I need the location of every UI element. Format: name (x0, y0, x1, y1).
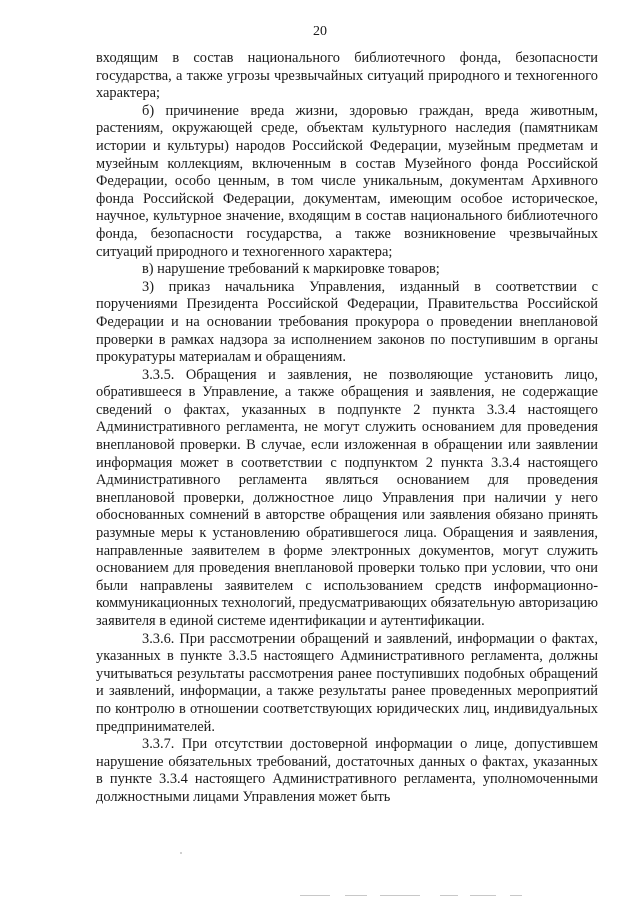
scan-mark (345, 895, 367, 896)
paragraph-3-3-7: 3.3.7. При отсутствии достоверной информации о лице, допустившем нарушение обязательных требований, достаточных данных о фактах, указанных в пункте 3.3.4 настоящего Административного регламента, уполномоченными должностными лицами Управления может быть (96, 736, 598, 805)
page-number: 20 (313, 24, 327, 39)
paragraph-3-3-6: 3.3.6. При рассмотрении обращений и заявлений, информации о фактах, указанных в пункте 3.3.5 настоящего Административного регламента, должны учитываться результаты рассмотрения ранее поступивших подобных обращений и заявлений, информации, а также результаты ранее проведенных мероприятий по контролю в отношении соответствующих юридических лиц, индивидуальных предпринимателей. (96, 630, 598, 735)
scan-mark (300, 895, 330, 896)
scan-artifacts (0, 892, 640, 900)
body-text (96, 50, 598, 807)
scan-mark (440, 895, 458, 896)
paragraph-item-v: в) нарушение требований к маркировке товаров; (142, 261, 440, 278)
scan-mark (380, 895, 420, 896)
scan-speck (180, 852, 182, 854)
paragraph-item-3: 3) приказ начальника Управления, изданный в соответствии с поручениями Президента Российской Федерации, Правительства Российской Федерации и на основании требования прокурора о проведении внеплановой проверки в рамках надзора за исполнением законов по поступившим в органы прокуратуры материалам и обращениям. (96, 278, 598, 366)
scan-mark (510, 895, 522, 896)
paragraph-3-3-5: 3.3.5. Обращения и заявления, не позволяющие установить лицо, обратившееся в Управление, а также обращения и заявления, не содержащие сведений о фактах, указанных в подпункте 2 пункта 3.3.4 настоящего Административного регламента, не могут служить основанием для проведения внеплановой проверки. В случае, если изложенная в обращении или заявлении информация может в соответствии с подпунктом 2 пункта 3.3.4 настоящего Административного регламента являться основанием для проведения внеплановой проверки, должностное лицо Управления при наличии у него обоснованных сомнений в авторстве обращения или заявления обязано принять разумные меры к установлению обратившегося лица. Обращения и заявления, направленные заявителем в форме электронных документов, могут служить основанием для проведения внеплановой проверки только при условии, что они были направлены заявителем с использованием средств информационно-коммуникационных технологий, предусматривающих обязательную авторизацию заявителя в единой системе идентификации и аутентификации. (96, 366, 598, 629)
paragraph-continuation: входящим в состав национального библиотечного фонда, безопасности государства, а также угрозы чрезвычайных ситуаций природного и техногенного характера; (96, 50, 598, 102)
scan-mark (470, 895, 496, 896)
paragraph-item-b: б) причинение вреда жизни, здоровью граждан, вреда животным, растениям, окружающей среде, объектам культурного наследия (памятникам истории и культуры) народов Российской Федерации, музейным предметам и музейным коллекциям, включенным в состав Музейного фонда Российской Федерации, особо ценным, в том числе уникальным, документам Архивного фонда Российской Федерации, документам, имеющим особое историческое, научное, культурное значение, входящим в состав национального библиотечного фонда, безопасности государства, а также возникновение чрезвычайных ситуаций природного и техногенного характера; (96, 102, 598, 260)
